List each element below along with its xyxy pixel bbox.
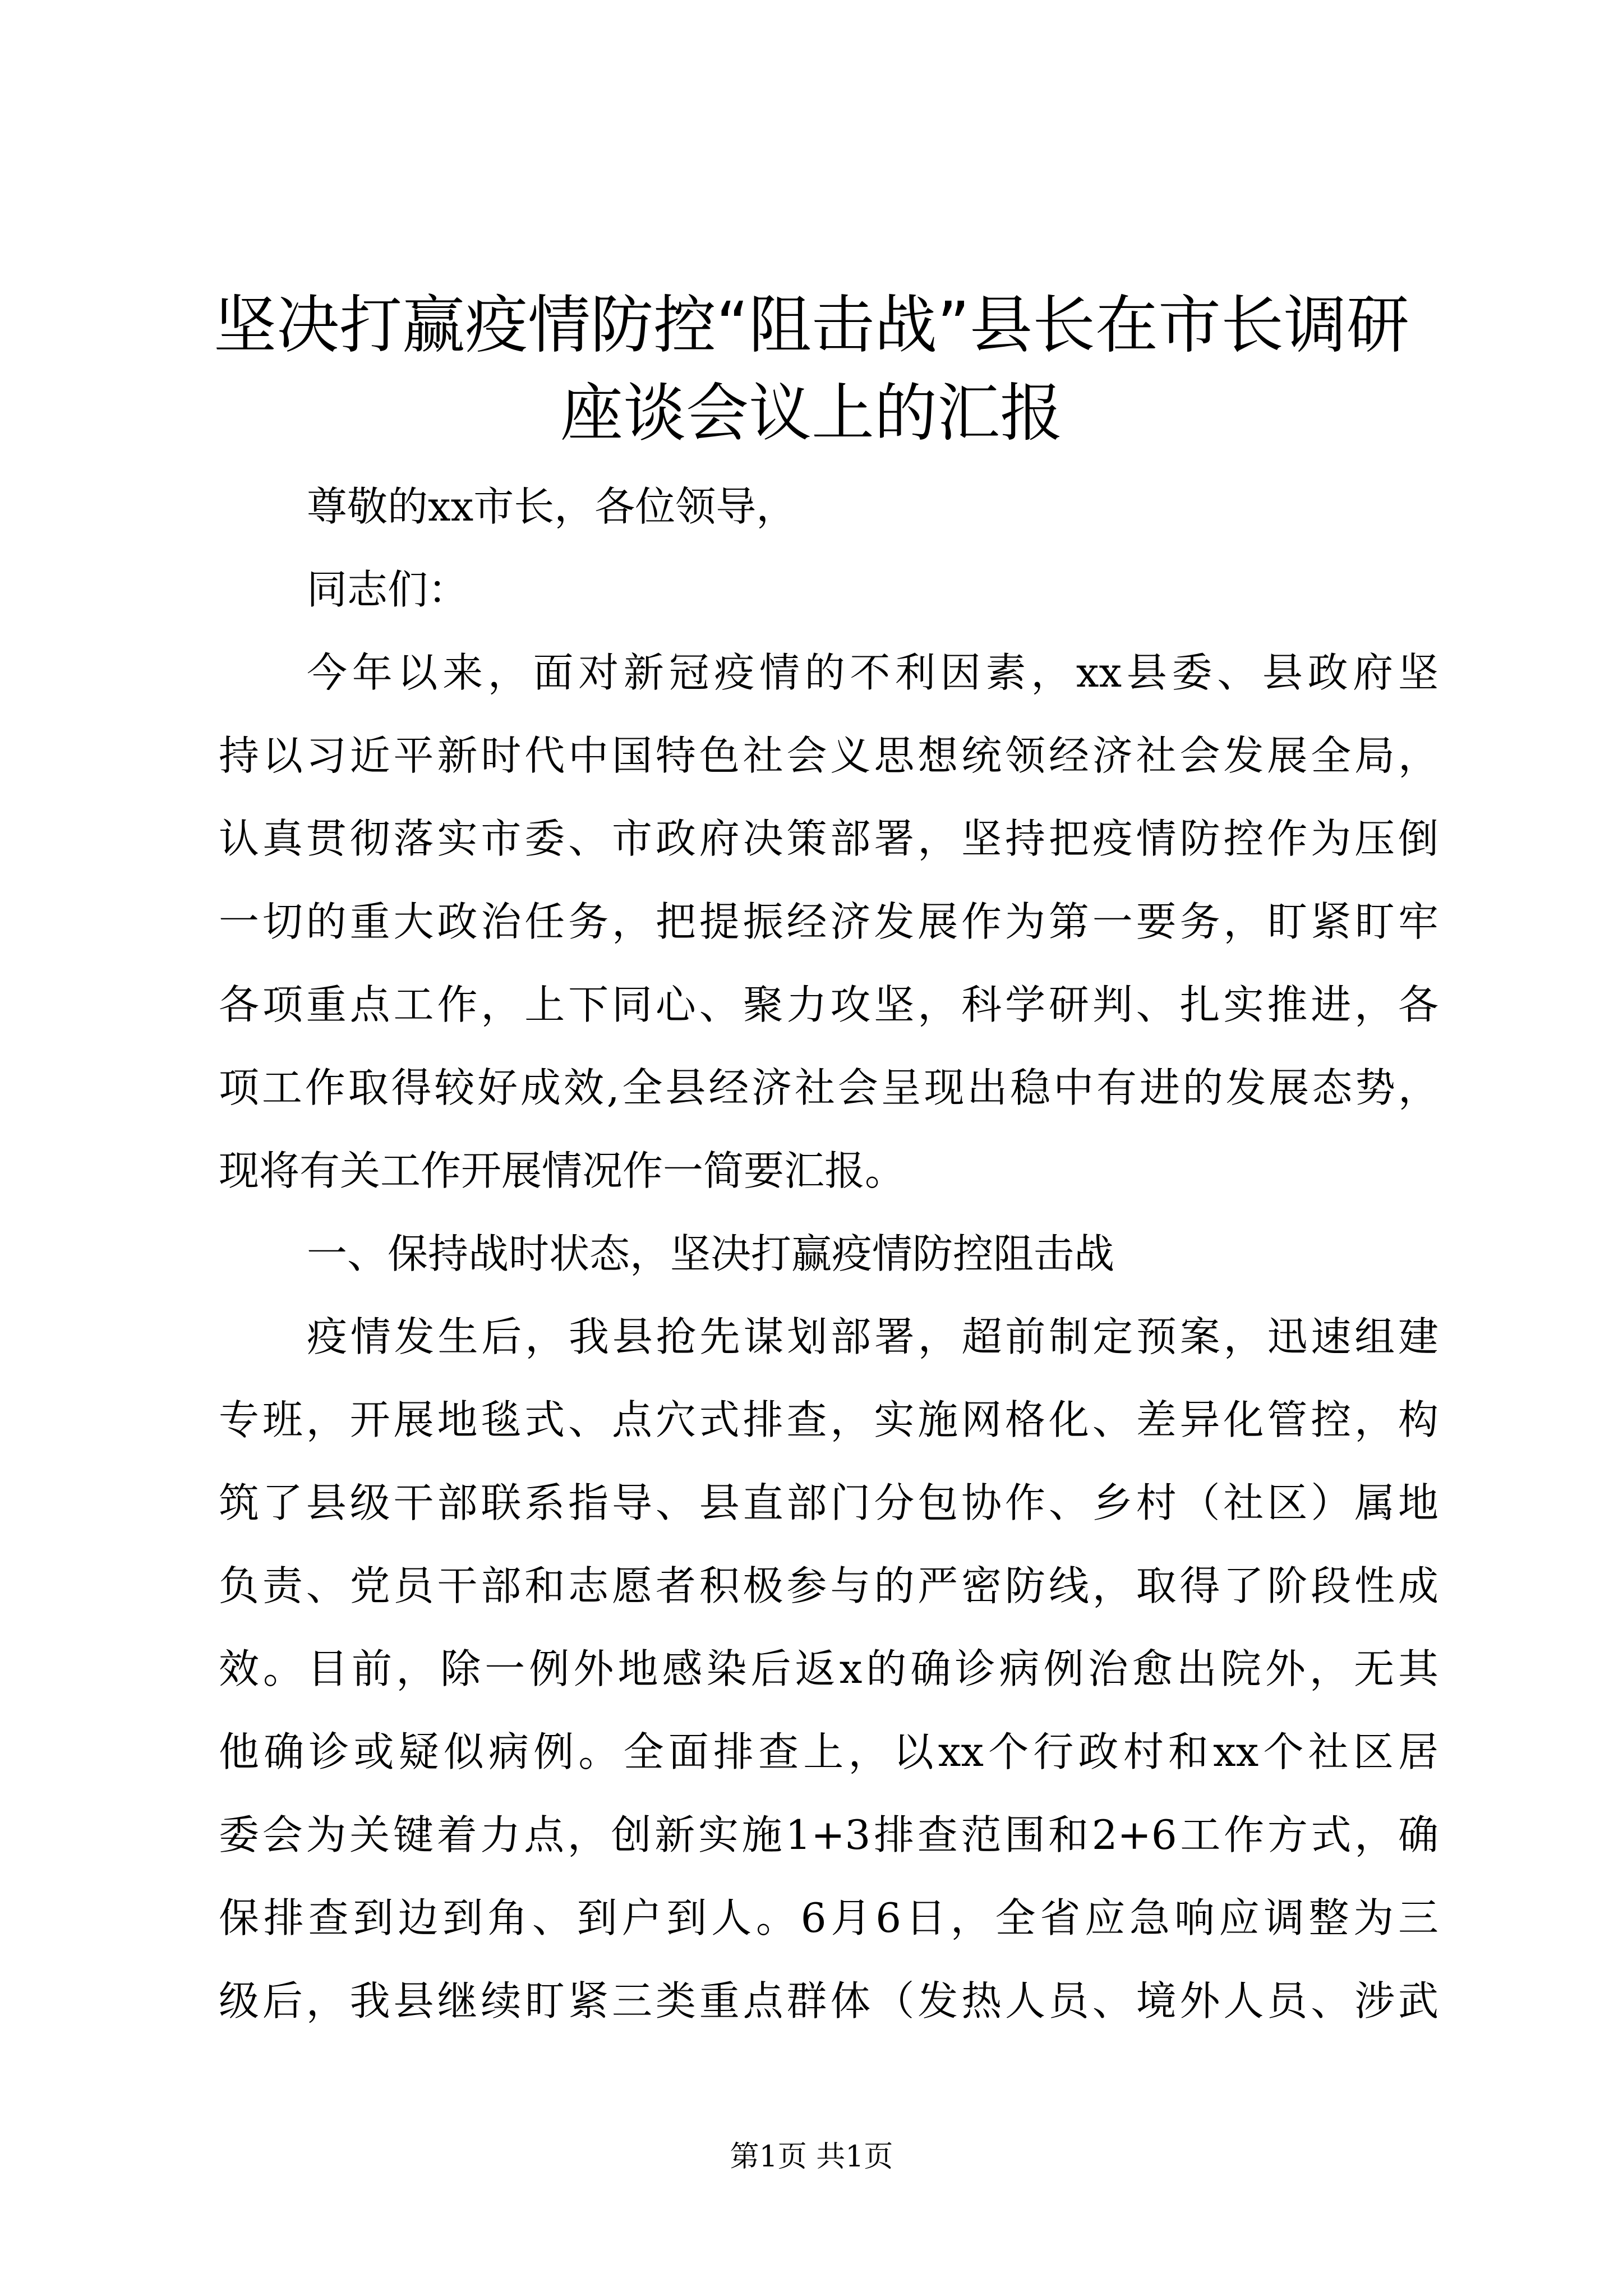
title-line-1: 坚决打赢疫情防控“阻击战”县长在市长调研 <box>213 289 1410 362</box>
text-line: 今年以来，面对新冠疫情的不利因素，xx县委、县政府坚 <box>307 649 1438 696</box>
text-line: 一切的重大政治任务，把提振经济发展作为第一要务，盯紧盯牢 <box>219 898 1438 945</box>
text-line: 持以习近平新时代中国特色社会义思想统领经济社会发展全局， <box>219 732 1438 779</box>
text-line: 级后，我县继续盯紧三类重点群体（发热人员、境外人员、涉武 <box>219 1977 1438 2024</box>
document-body <box>219 465 1438 2042</box>
text-line: 一、保持战时状态，坚决打赢疫情防控阻击战 <box>307 1230 1115 1277</box>
text-line: 尊敬的xx市长，各位领导， <box>307 483 797 530</box>
text-line: 各项重点工作，上下同心、聚力攻坚，科学研判、扎实推进，各 <box>219 981 1438 1028</box>
text-line: 现将有关工作开展情况作一简要汇报。 <box>219 1147 906 1194</box>
document-title <box>0 282 1623 458</box>
text-line: 疫情发生后，我县抢先谋划部署，超前制定预案，迅速组建 <box>307 1313 1438 1360</box>
text-line: 认真贯彻落实市委、市政府决策部署，坚持把疫情防控作为压倒 <box>219 815 1438 862</box>
title-line-2: 座谈会议上的汇报 <box>560 377 1063 450</box>
text-line: 同志们： <box>307 566 469 613</box>
text-line: 专班，开展地毯式、点穴式排查，实施网格化、差异化管控，构 <box>219 1396 1438 1443</box>
text-line: 保排查到边到角、到户到人。6月6日，全省应急响应调整为三 <box>219 1894 1438 1941</box>
text-line: 负责、党员干部和志愿者积极参与的严密防线，取得了阶段性成 <box>219 1562 1438 1609</box>
text-line: 委会为关键着力点，创新实施1+3排查范围和2+6工作方式，确 <box>219 1811 1438 1858</box>
text-line: 他确诊或疑似病例。全面排查上，以xx个行政村和xx个社区居 <box>219 1728 1438 1775</box>
page-footer: 第1页 共1页 <box>730 2140 893 2174</box>
text-line: 效。目前，除一例外地感染后返x的确诊病例治愈出院外，无其 <box>219 1645 1438 1692</box>
text-line: 项工作取得较好成效,全县经济社会呈现出稳中有进的发展态势， <box>219 1064 1438 1111</box>
text-line: 筑了县级干部联系指导、县直部门分包协作、乡村（社区）属地 <box>219 1479 1438 1526</box>
